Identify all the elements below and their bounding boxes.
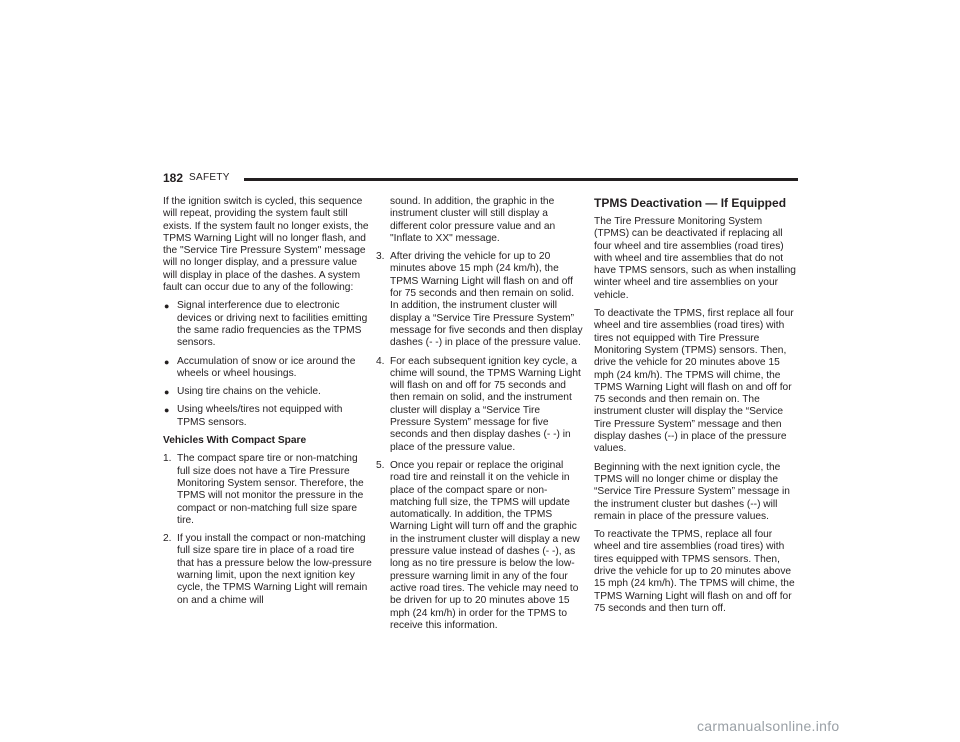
numbered-item-text: The compact spare tire or non-matching full size does not have a Tire Pressure Monitoring System sensor. Therefore, the TPMS will not monitor the pressure in the compact or non-matching full size spare tire.	[177, 453, 364, 526]
bullet-icon: ●	[164, 405, 170, 416]
continued-item-2: sound. In addition, the graphic in the instrument cluster will still display a different color pressure value and an "Inflate to XX" message.	[390, 196, 556, 244]
bullet-text: Accumulation of snow or ice around the wheels or wheel housings.	[177, 355, 356, 379]
section-heading-tpms-deactivation: TPMS Deactivation — If Equipped	[594, 196, 787, 210]
bullet-text: Signal interference due to electronic devices or driving next to facilities emitting the same radio frequencies as the TPMS sensors.	[177, 300, 368, 349]
numbered-item-text: For each subsequent ignition key cycle, a chime will sound, the TPMS Warning Light will flash on and off for 75 seconds and then remain on solid, and the instrument cluster will display a “Service Tire Pressure System” message for five seconds and then display dashes (- -) in place of the pressure value.	[390, 355, 581, 453]
paragraph: Beginning with the next ignition cycle, the TPMS will no longer chime or display the “Service Tire Pressure System” message in the instrument cluster but dashes (--) will remain in place of the pressure values.	[594, 461, 790, 522]
numbered-item-text: After driving the vehicle for up to 20 minutes above 15 mph (24 km/h), the TPMS Warning Light will flash on and off for 75 seconds and then remain on solid. In addition, the instrument cluster will display a “Service Tire Pressure System” message for five seconds and then display dashes (- -) in place of the pressure value.	[390, 251, 583, 349]
numbered-item-5: 5. Once you repair or replace the original road tire and reinstall it on the vehicle in place of the compact spare or non-matching full size, the TPMS will update automatically. In addition, the TPMS Warning Light will turn off and the graphic in the instrument cluster will display a new pressure value instead of dashes (- -), as long as no tire pressure is below the low-pressure warning limit in any of the four active road tires. The vehicle may need to be driven for up to 20 minutes above 15 mph (24 km/h) in order for the TPMS to receive this information.	[376, 459, 580, 631]
bullet-icon: ●	[164, 387, 170, 398]
paragraph: The Tire Pressure Monitoring System (TPMS) can be deactivated if replacing all four wheel and tire assemblies (road tires) with wheel and tire assemblies that do not have TPMS sensors, such as when installing winter wheel and tire assemblies on your vehicle.	[594, 216, 796, 301]
subheading-compact-spare: Vehicles With Compact Spare	[163, 435, 307, 447]
paragraph: To deactivate the TPMS, first replace all four wheel and tire assemblies (road tires) with tires not equipped with Tire Pressure Monitoring System (TPMS) sensors. Then, drive the vehicle for 20 minutes above 15 mph (24 km/h). The TPMS will chime, the TPMS Warning Light will flash on and off for 75 seconds and then remain on. The instrument cluster will display the “Service Tire Pressure System” message and then display dashes (--) in place of the pressure values.	[594, 308, 794, 455]
bullet-item	[163, 300, 373, 349]
numbered-item-text: Once you repair or replace the original road tire and reinstall it on the vehicle in place of the compact spare or non-matching full size, the TPMS will update automatically. In addition, the TPMS Warning Light will turn off and the graphic in the instrument cluster will display a new pressure value instead of dashes (- -), as long as no tire pressure is below the low-pressure warning limit in any of the four active road tires. The vehicle may need to be driven for up to 20 minutes above 15 mph (24 km/h) in order for the TPMS to receive this information.	[390, 459, 580, 631]
header-rule	[244, 178, 798, 181]
bullet-item	[163, 386, 373, 398]
column-middle	[376, 196, 583, 638]
page-header	[163, 171, 798, 187]
numbered-item-text: If you install the compact or non-matching full size spare tire in place of a road tire that has a pressure below the low-pressure warning limit, upon the next ignition key cycle, the TPMS Warning Light will remain on and a chime will	[177, 533, 372, 606]
intro-paragraph: If the ignition switch is cycled, this sequence will repeat, providing the system fault still exists. If the system fault no longer exists, the TPMS Warning Light will no longer flash, and the "Service Tire Pressure System" message will no longer display, and a pressure value will display in place of the dashes. A system fault can occur due to any of the following:	[163, 196, 369, 294]
column-right	[594, 196, 800, 621]
numbered-item-1: 1. The compact spare tire or non-matching full size does not have a Tire Pressure Monitoring System sensor. Therefore, the TPMS will not monitor the pressure in the compact or non-matching full size spare tire.	[163, 453, 364, 526]
bullet-icon: ●	[164, 301, 170, 312]
page-number: 182	[163, 171, 184, 185]
bullet-icon: ●	[164, 356, 170, 367]
numbered-item-3: 3. After driving the vehicle for up to 20 minutes above 15 mph (24 km/h), the TPMS Warning Light will flash on and off for 75 seconds and then remain on solid. In addition, the instrument cluster will display a “Service Tire Pressure System” message for five seconds and then display dashes (- -) in place of the pressure value.	[376, 251, 583, 349]
numbered-item-4: 4. For each subsequent ignition key cycle, a chime will sound, the TPMS Warning Light will flash on and off for 75 seconds and then remain on solid, and the instrument cluster will display a “Service Tire Pressure System” message for five seconds and then display dashes (- -) in place of the pressure value.	[376, 355, 581, 453]
bullet-text: Using tire chains on the vehicle.	[177, 386, 321, 398]
bullet-text: Using wheels/tires not equipped with TPMS sensors.	[177, 404, 343, 428]
paragraph: To reactivate the TPMS, replace all four wheel and tire assemblies (road tires) with tires equipped with TPMS sensors. Then, drive the vehicle for up to 20 minutes above 15 mph (24 km/h). The TPMS will chime, the TPMS Warning Light will flash on and off for 75 seconds and then turn off.	[594, 529, 795, 614]
column-left	[163, 196, 373, 613]
section-title: SAFETY	[189, 172, 230, 183]
numbered-item-2: 2. If you install the compact or non-matching full size spare tire in place of a road tire that has a pressure below the low-pressure warning limit, upon the next ignition key cycle, the TPMS Warning Light will remain on and a chime will	[163, 533, 372, 606]
bullet-item	[163, 356, 373, 381]
watermark: carmanualsonline.info	[697, 718, 840, 734]
bullet-item	[163, 404, 373, 429]
